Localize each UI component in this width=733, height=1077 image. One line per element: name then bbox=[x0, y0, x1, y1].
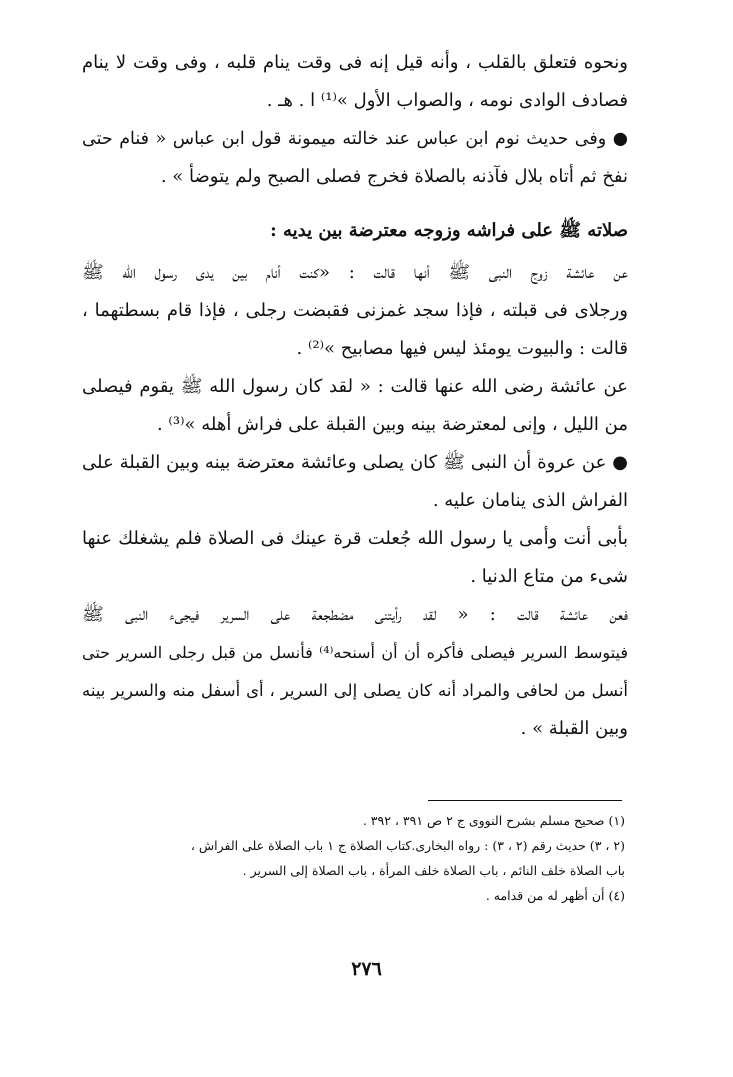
body-line: فعن عائشة قالت : « لقد رأيتنى مضطجعة على السرير فيجىء النبى ﷺ bbox=[82, 604, 628, 625]
section-heading: صلاته ﷺ على فراشه وزوجه معترضة بين يديه : bbox=[270, 220, 628, 241]
body-line: بأبى أنت وأمى يا رسول الله جُعلت قرة عينك فى الصلاة فلم يشغلك عنها bbox=[82, 528, 628, 549]
body-line: ● عن عروة أن النبى ﷺ كان يصلى وعائشة معترضة بينه وبين القبلة على bbox=[82, 452, 628, 473]
page-number: ٢٧٦ bbox=[351, 958, 382, 980]
body-line: ونحوه فتعلق بالقلب ، وأنه قيل إنه فى وقت ينام قلبه ، وفى وقت لا ينام bbox=[82, 52, 628, 73]
footnote: (١) صحيح مسلم بشرح النووى ج ٢ ص ٣٩١ ، ٣٩٢ . bbox=[362, 813, 625, 828]
footnote: (٢ ، ٣) حديث رقم (٢ ، ٣) : رواه البخارى.كتاب الصلاة ج ١ باب الصلاة على الفراش ، bbox=[190, 838, 625, 853]
body-line: من الليل ، وإنى لمعترضة بينه وبين القبلة على فراش أهله »⁽³⁾ . bbox=[156, 414, 628, 435]
footnote: (٤) أن أظهر له من قدامه . bbox=[485, 888, 625, 903]
page-body bbox=[82, 44, 628, 748]
footnote: باب الصلاة خلف النائم ، باب الصلاة خلف المرأة ، باب الصلاة إلى السرير . bbox=[242, 863, 625, 878]
body-line: نفخ ثم أتاه بلال فآذنه بالصلاة فخرج فصلى الصبح ولم يتوضأ » . bbox=[160, 166, 628, 187]
body-line: أنسل من لحافى والمراد أنه كان يصلى إلى السرير ، أى أسفل منه والسرير بينه bbox=[82, 681, 628, 700]
footnote-divider bbox=[428, 800, 622, 801]
body-line: فيتوسط السرير فيصلى فأكره أن أن أسنحه⁽⁴⁾ فأنسل من قبل رجلى السرير حتى bbox=[82, 643, 628, 662]
body-line: شىء من متاع الدنيا . bbox=[470, 566, 628, 587]
body-line: الفراش الذى ينامان عليه . bbox=[432, 490, 628, 511]
body-line: عن عائشة زوج النبى ﷺ أنها قالت : «كنت أنام بين يدى رسول الله ﷺ bbox=[82, 262, 628, 283]
body-line: وبين القبلة » . bbox=[520, 718, 628, 739]
body-line: قالت : والبيوت يومئذ ليس فيها مصابيح »⁽²⁾ . bbox=[296, 338, 628, 359]
body-line: عن عائشة رضى الله عنها قالت : « لقد كان رسول الله ﷺ يقوم فيصلى bbox=[82, 376, 628, 397]
body-line: ● وفى حديث نوم ابن عباس عند خالته ميمونة قول ابن عباس « فنام حتى bbox=[82, 129, 628, 149]
body-line: ورجلاى فى قبلته ، فإذا سجد غمزنى فقبضت رجلى ، فإذا قام بسطتهما ، bbox=[82, 300, 628, 321]
footnotes bbox=[88, 808, 625, 908]
body-line: فصادف الوادى نومه ، والصواب الأول »⁽¹⁾ ا . هـ . bbox=[266, 90, 628, 111]
